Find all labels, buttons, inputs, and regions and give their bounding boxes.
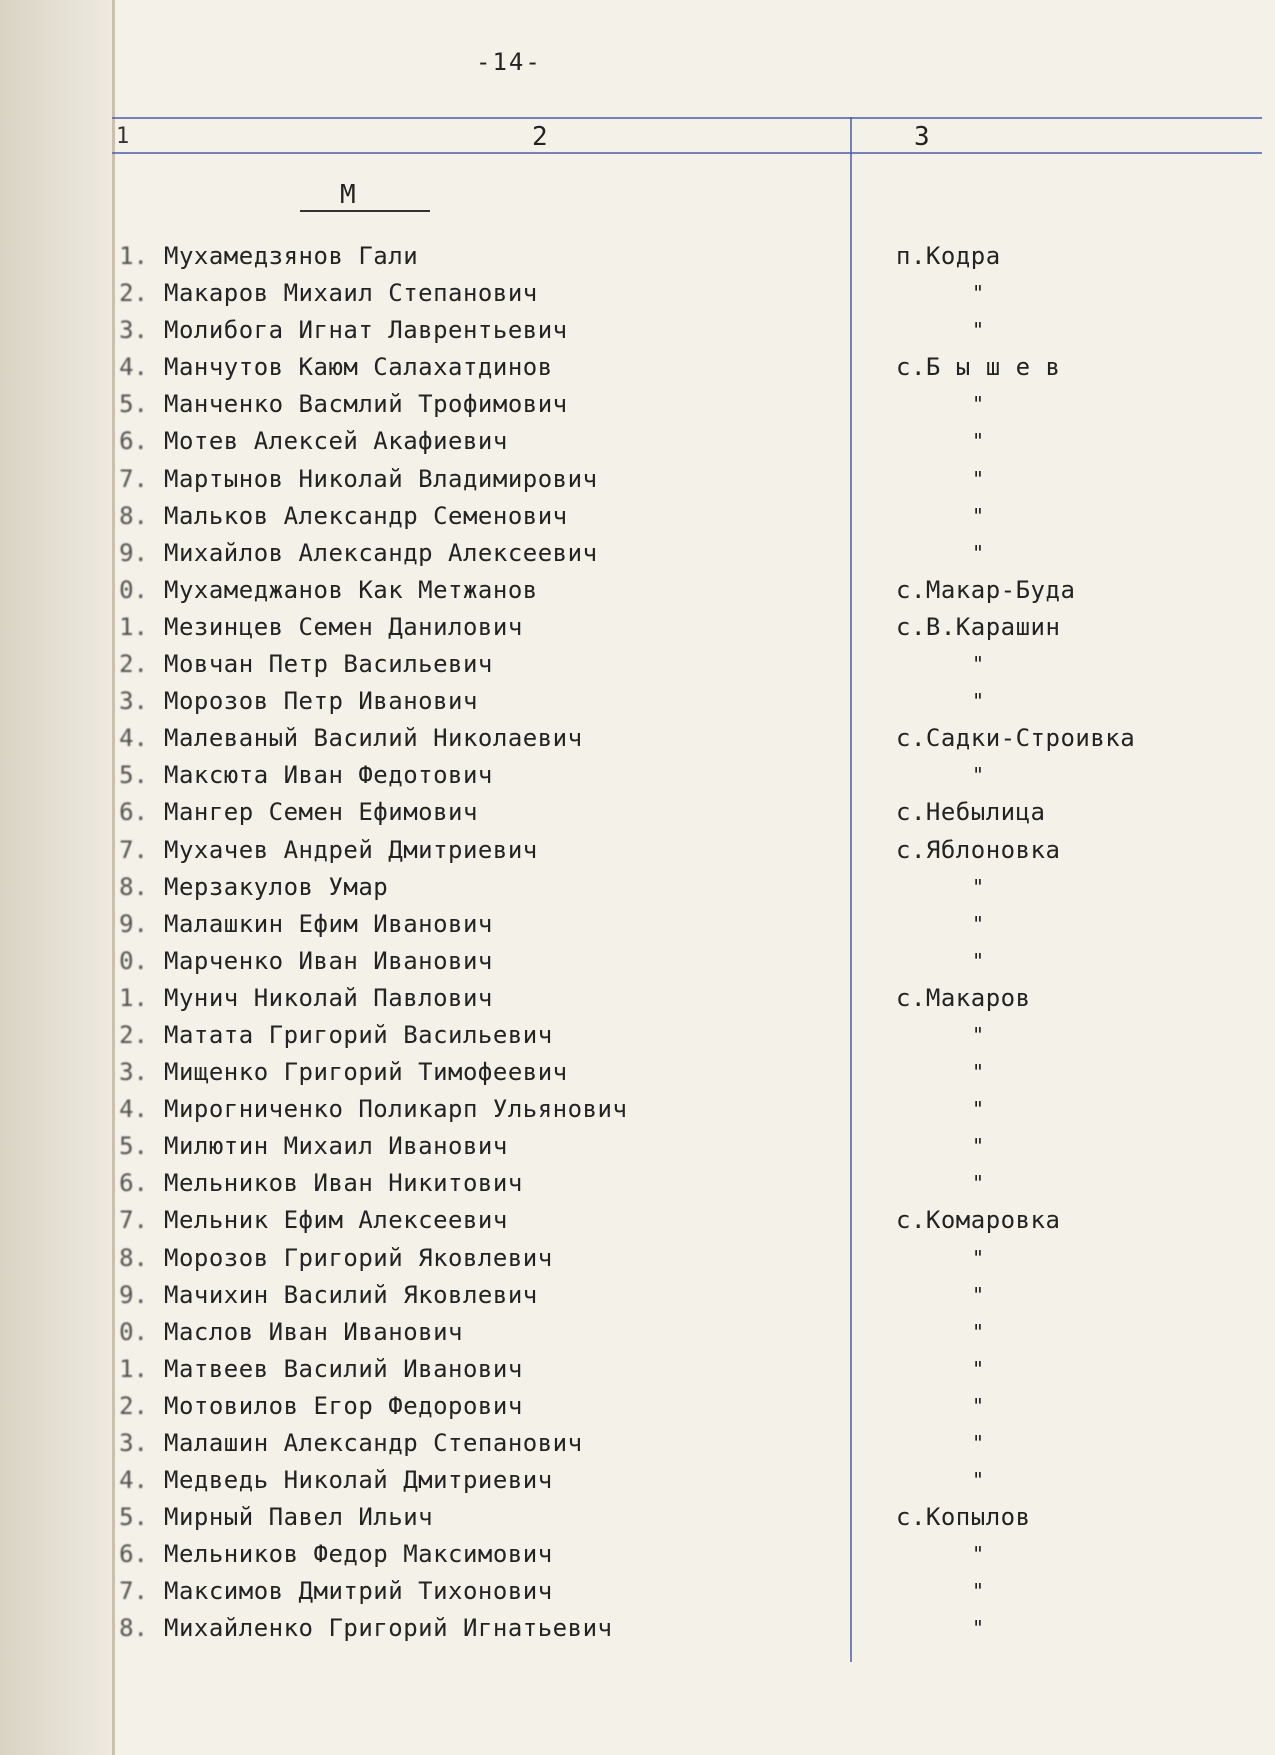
person-name: Мухамедзянов Гали: [164, 242, 419, 270]
column-header-3: 3: [914, 122, 930, 152]
list-item: [0, 686, 1275, 723]
place-name: с.Яблоновка: [896, 835, 1061, 864]
ditto-mark: ": [972, 948, 985, 973]
ditto-mark: ": [972, 1171, 985, 1196]
ditto-mark: ": [972, 1134, 985, 1159]
ditto-mark: ": [972, 874, 985, 899]
person-name: Максимов Дмитрий Тихонович: [164, 1577, 553, 1606]
list-item: [0, 797, 1275, 834]
ditto-mark: ": [972, 281, 985, 306]
ditto-mark: ": [972, 1319, 985, 1344]
person-name: Манченко Васмлий Трофимович: [164, 390, 568, 419]
item-number: 9.: [119, 538, 148, 567]
list-item: [0, 352, 1275, 389]
item-number: 5.: [119, 1503, 148, 1532]
item-number: 6.: [119, 1169, 148, 1198]
list-item: [0, 575, 1275, 612]
list-item: [0, 464, 1275, 501]
list-item: [0, 946, 1275, 983]
person-name: Мангер Семен Ефимович: [164, 798, 478, 827]
item-number: 3.: [119, 1058, 148, 1087]
item-number: 2.: [119, 1020, 148, 1049]
place-name: с.Макар-Буда: [896, 575, 1076, 604]
person-name: Мальков Александр Семенович: [164, 501, 568, 530]
list-item: [0, 612, 1275, 649]
section-letter: М: [340, 180, 356, 210]
ditto-mark: ": [972, 1393, 985, 1418]
person-name: Михайлов Александр Алексеевич: [164, 538, 598, 567]
ditto-mark: ": [972, 503, 985, 528]
ditto-mark: ": [972, 1579, 985, 1604]
ditto-mark: ": [972, 1245, 985, 1270]
person-name: Манчутов Каюм Салахатдинов: [164, 353, 553, 382]
item-number: 3.: [119, 687, 148, 716]
person-name: Мартынов Николай Владимирович: [164, 464, 598, 493]
item-number: 1.: [119, 983, 148, 1012]
list-item: [0, 426, 1275, 463]
person-name: Молибога Игнат Лаврентьевич: [164, 316, 568, 345]
ditto-mark: ": [972, 1060, 985, 1085]
ditto-mark: ": [972, 1022, 985, 1047]
ditto-mark: ": [972, 466, 985, 491]
item-number: 7.: [119, 835, 148, 864]
item-number: 5.: [119, 761, 148, 790]
ditto-mark: ": [972, 1616, 985, 1641]
item-number: 4.: [119, 724, 148, 753]
item-number: 6.: [119, 427, 148, 456]
list-item: [0, 538, 1275, 575]
person-name: Мухачев Андрей Дмитриевич: [164, 835, 538, 864]
list-item: [0, 1539, 1275, 1576]
item-number: 5.: [119, 1132, 148, 1161]
ditto-mark: ": [972, 1468, 985, 1493]
list-item: [0, 1465, 1275, 1502]
item-number: 7.: [119, 464, 148, 493]
person-name: Мельник Ефим Алексеевич: [164, 1206, 508, 1235]
item-number: 2.: [119, 1391, 148, 1420]
place-name: с.Макаров: [896, 983, 1031, 1012]
item-number: 9.: [119, 909, 148, 938]
person-name: Мовчан Петр Васильевич: [164, 650, 493, 679]
list-item: [0, 1131, 1275, 1168]
person-name: Мотовилов Егор Федорович: [164, 1391, 523, 1420]
person-name: Милютин Михаил Иванович: [164, 1132, 508, 1161]
list-item: [0, 760, 1275, 797]
place-name: с.Небылица: [896, 798, 1046, 827]
item-number: 3.: [119, 1429, 148, 1457]
list-item: [0, 1205, 1275, 1242]
ditto-mark: ": [972, 318, 985, 343]
item-number: 4.: [119, 1466, 148, 1495]
list-item: [0, 1613, 1275, 1650]
person-name: Малашкин Ефим Иванович: [164, 909, 493, 938]
name-list: [0, 241, 1275, 1651]
item-number: 0.: [119, 1317, 148, 1346]
item-number: 7.: [119, 1577, 148, 1606]
list-item: [0, 983, 1275, 1020]
person-name: Михайленко Григорий Игнатьевич: [164, 1614, 613, 1643]
ditto-mark: ": [972, 689, 985, 714]
item-number: 2.: [119, 279, 148, 308]
ditto-mark: ": [972, 763, 985, 788]
list-item: [0, 1428, 1275, 1465]
person-name: Мачихин Василий Яковлевич: [164, 1280, 538, 1309]
item-number: 8.: [119, 501, 148, 530]
list-item: [0, 315, 1275, 352]
ditto-mark: ": [972, 1356, 985, 1381]
person-name: Мотев Алексей Акафиевич: [164, 427, 508, 456]
column-header-1: 1: [116, 124, 130, 149]
item-number: 4.: [119, 1095, 148, 1124]
person-name: Мищенко Григорий Тимофеевич: [164, 1058, 568, 1087]
list-item: [0, 835, 1275, 872]
item-number: 8.: [119, 1243, 148, 1272]
list-item: [0, 909, 1275, 946]
item-number: 1.: [119, 1354, 148, 1383]
person-name: Морозов Петр Иванович: [164, 687, 478, 716]
ditto-mark: ": [972, 652, 985, 677]
item-number: 6.: [119, 1540, 148, 1569]
ditto-mark: ": [972, 392, 985, 417]
list-item: [0, 241, 1275, 278]
person-name: Мельников Федор Максимович: [164, 1540, 553, 1569]
person-name: Матвеев Василий Иванович: [164, 1354, 523, 1383]
list-item: [0, 389, 1275, 426]
list-item: [0, 1391, 1275, 1428]
item-number: 6.: [119, 798, 148, 827]
ditto-mark: ": [972, 429, 985, 454]
ditto-mark: ": [972, 1431, 985, 1455]
person-name: Медведь Николай Дмитриевич: [164, 1466, 553, 1495]
item-number: 8.: [119, 872, 148, 901]
person-name: Мезинцев Семен Данилович: [164, 612, 523, 641]
list-item: [0, 723, 1275, 760]
item-number: 2.: [119, 650, 148, 679]
column-header-2: 2: [532, 122, 548, 152]
list-item: [0, 1168, 1275, 1205]
place-name: с.В.Карашин: [896, 612, 1061, 641]
item-number: 4.: [119, 353, 148, 382]
person-name: Морозов Григорий Яковлевич: [164, 1243, 553, 1272]
place-name: с.Садки-Строивка: [896, 724, 1136, 753]
person-name: Мерзакулов Умар: [164, 872, 389, 901]
ditto-mark: ": [972, 1282, 985, 1307]
ditto-mark: ": [972, 540, 985, 565]
person-name: Мунич Николай Павлович: [164, 983, 493, 1012]
list-item: [0, 1317, 1275, 1354]
person-name: Максюта Иван Федотович: [164, 761, 493, 790]
list-item: [0, 1057, 1275, 1094]
list-item: [0, 1094, 1275, 1131]
ditto-mark: ": [972, 911, 985, 936]
list-item: [0, 278, 1275, 315]
item-number: 5.: [119, 390, 148, 419]
list-item: [0, 1576, 1275, 1613]
item-number: 9.: [119, 1280, 148, 1309]
person-name: Малашин Александр Степанович: [164, 1429, 583, 1457]
list-item: [0, 649, 1275, 686]
ditto-mark: ": [972, 1542, 985, 1567]
person-name: Матата Григорий Васильевич: [164, 1020, 553, 1049]
place-name: с.Копылов: [896, 1503, 1031, 1532]
person-name: Маслов Иван Иванович: [164, 1317, 463, 1346]
item-number: 8.: [119, 1614, 148, 1643]
list-item: [0, 1243, 1275, 1280]
item-number: 0.: [119, 946, 148, 975]
person-name: Мирогниченко Поликарп Ульянович: [164, 1095, 628, 1124]
list-item: [0, 1280, 1275, 1317]
list-item: [0, 1354, 1275, 1391]
list-item: [0, 1502, 1275, 1539]
person-name: Мельников Иван Никитович: [164, 1169, 523, 1198]
person-name: Мухамеджанов Как Метжанов: [164, 575, 538, 604]
list-item: [0, 872, 1275, 909]
table-header-rule: [112, 152, 1262, 154]
item-number: 1.: [119, 242, 148, 270]
section-letter-underline: [300, 210, 430, 212]
place-name: с.Комаровка: [896, 1206, 1061, 1235]
ditto-mark: ": [972, 1097, 985, 1122]
list-item: [0, 501, 1275, 538]
list-item: [0, 1020, 1275, 1057]
person-name: Малеваный Василий Николаевич: [164, 724, 583, 753]
item-number: 3.: [119, 316, 148, 345]
table-top-rule: [112, 117, 1262, 119]
page-number: -14-: [476, 48, 542, 76]
item-number: 0.: [119, 575, 148, 604]
item-number: 7.: [119, 1206, 148, 1235]
place-name: п.Кодра: [896, 242, 1001, 270]
item-number: 1.: [119, 612, 148, 641]
place-name: с.Б ы ш е в: [896, 353, 1061, 382]
person-name: Макаров Михаил Степанович: [164, 279, 538, 308]
person-name: Марченко Иван Иванович: [164, 946, 493, 975]
person-name: Мирный Павел Ильич: [164, 1503, 434, 1532]
